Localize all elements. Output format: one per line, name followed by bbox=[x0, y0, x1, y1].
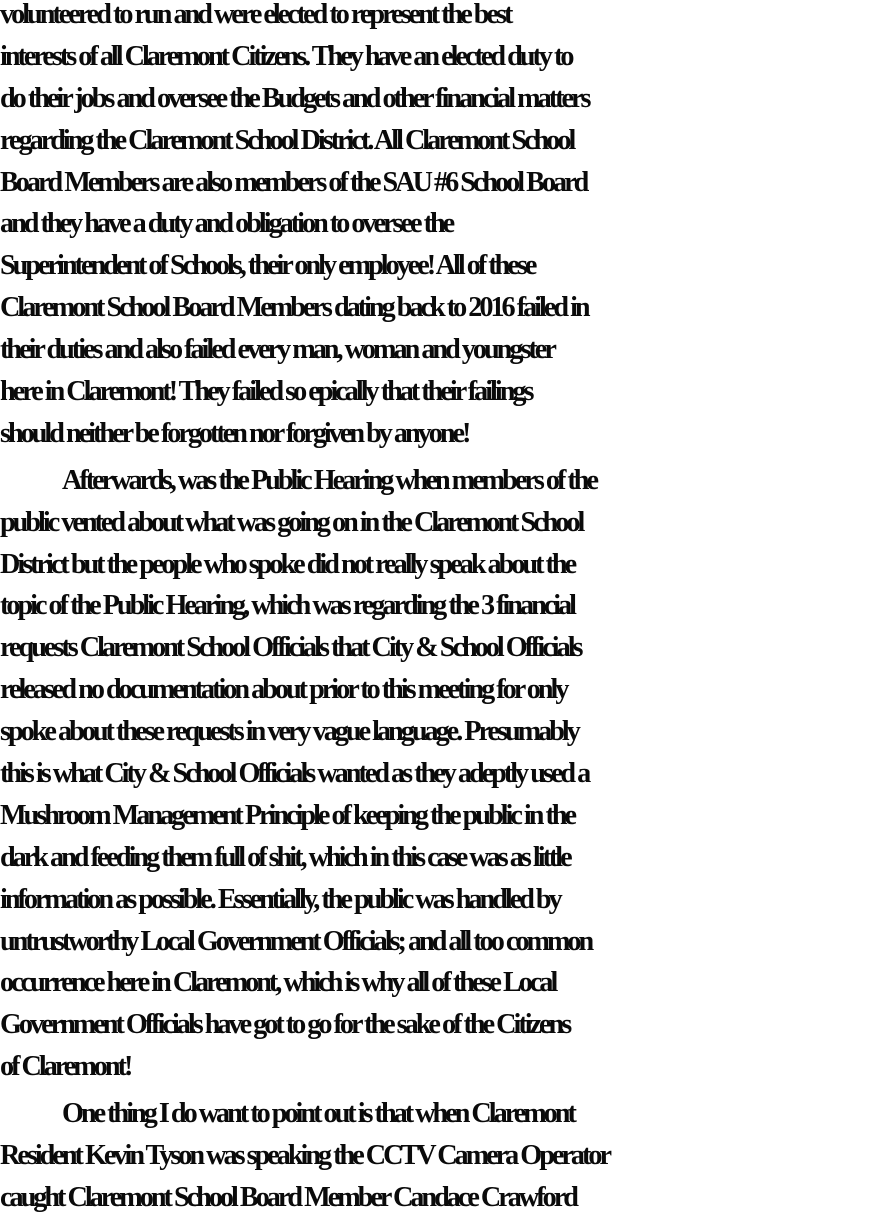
text-line: volunteered to run and were elected to represent the best bbox=[0, 0, 511, 30]
text-line: information as possible. Essentially, the public was handled by bbox=[0, 883, 560, 915]
text-line: Claremont School Board Members dating back to 2016 failed in bbox=[0, 292, 588, 324]
text-line: occurrence here in Claremont, which is why all of these Local bbox=[0, 967, 556, 999]
paragraph-3 bbox=[0, 1093, 880, 1219]
text-line: spoke about these requests in very vague language. Presumably bbox=[0, 716, 578, 748]
text-line: Government Officials have got to go for the sake of the Citizens bbox=[0, 1009, 570, 1041]
text-line: do their jobs and oversee the Budgets and other financial matters bbox=[0, 82, 589, 114]
text-line: Afterwards, was the Public Hearing when members of the bbox=[62, 464, 596, 496]
text-line: Resident Kevin Tyson was speaking the CCTV Camera Operator bbox=[0, 1140, 609, 1172]
text-line: caught Claremont School Board Member Candace Crawford bbox=[0, 1181, 576, 1213]
text-line: here in Claremont! They failed so epically that their failings bbox=[0, 376, 532, 408]
text-line: Mushroom Management Principle of keeping the public in the bbox=[0, 799, 575, 831]
text-line: interests of all Claremont Citizens. They have an elected duty to bbox=[0, 40, 572, 72]
text-line: topic of the Public Hearing, which was regarding the 3 financial bbox=[0, 590, 575, 622]
text-line: Superintendent of Schools, their only employee! All of these bbox=[0, 250, 535, 282]
text-line: dark and feeding them full of shit, which in this case was as little bbox=[0, 841, 570, 873]
text-line: regarding the Claremont School District. All Claremont School bbox=[0, 124, 574, 156]
text-line: public vented about what was going on in the Claremont School bbox=[0, 506, 583, 538]
text-line: this is what City & School Officials wanted as they adeptly used a bbox=[0, 758, 589, 790]
text-line: Board Members are also members of the SAU #6 School Board bbox=[0, 166, 587, 198]
paragraph-1 bbox=[0, 0, 880, 455]
text-line: their duties and also failed every man, woman and youngster bbox=[0, 334, 554, 366]
text-line: One thing I do want to point out is that when Claremont bbox=[62, 1098, 574, 1130]
text-line: District but the people who spoke did not really speak about the bbox=[0, 548, 575, 580]
text-line: requests Claremont School Officials that City & School Officials bbox=[0, 632, 581, 664]
text-line: of Claremont! bbox=[0, 1051, 131, 1083]
paragraph-2 bbox=[0, 460, 880, 1088]
text-line: untrustworthy Local Government Officials; and all too common bbox=[0, 925, 592, 957]
text-line: released no documentation about prior to this meeting for only bbox=[0, 674, 567, 706]
text-line: and they have a duty and obligation to oversee the bbox=[0, 208, 453, 240]
text-line: should neither be forgotten nor forgiven by anyone! bbox=[0, 417, 469, 449]
